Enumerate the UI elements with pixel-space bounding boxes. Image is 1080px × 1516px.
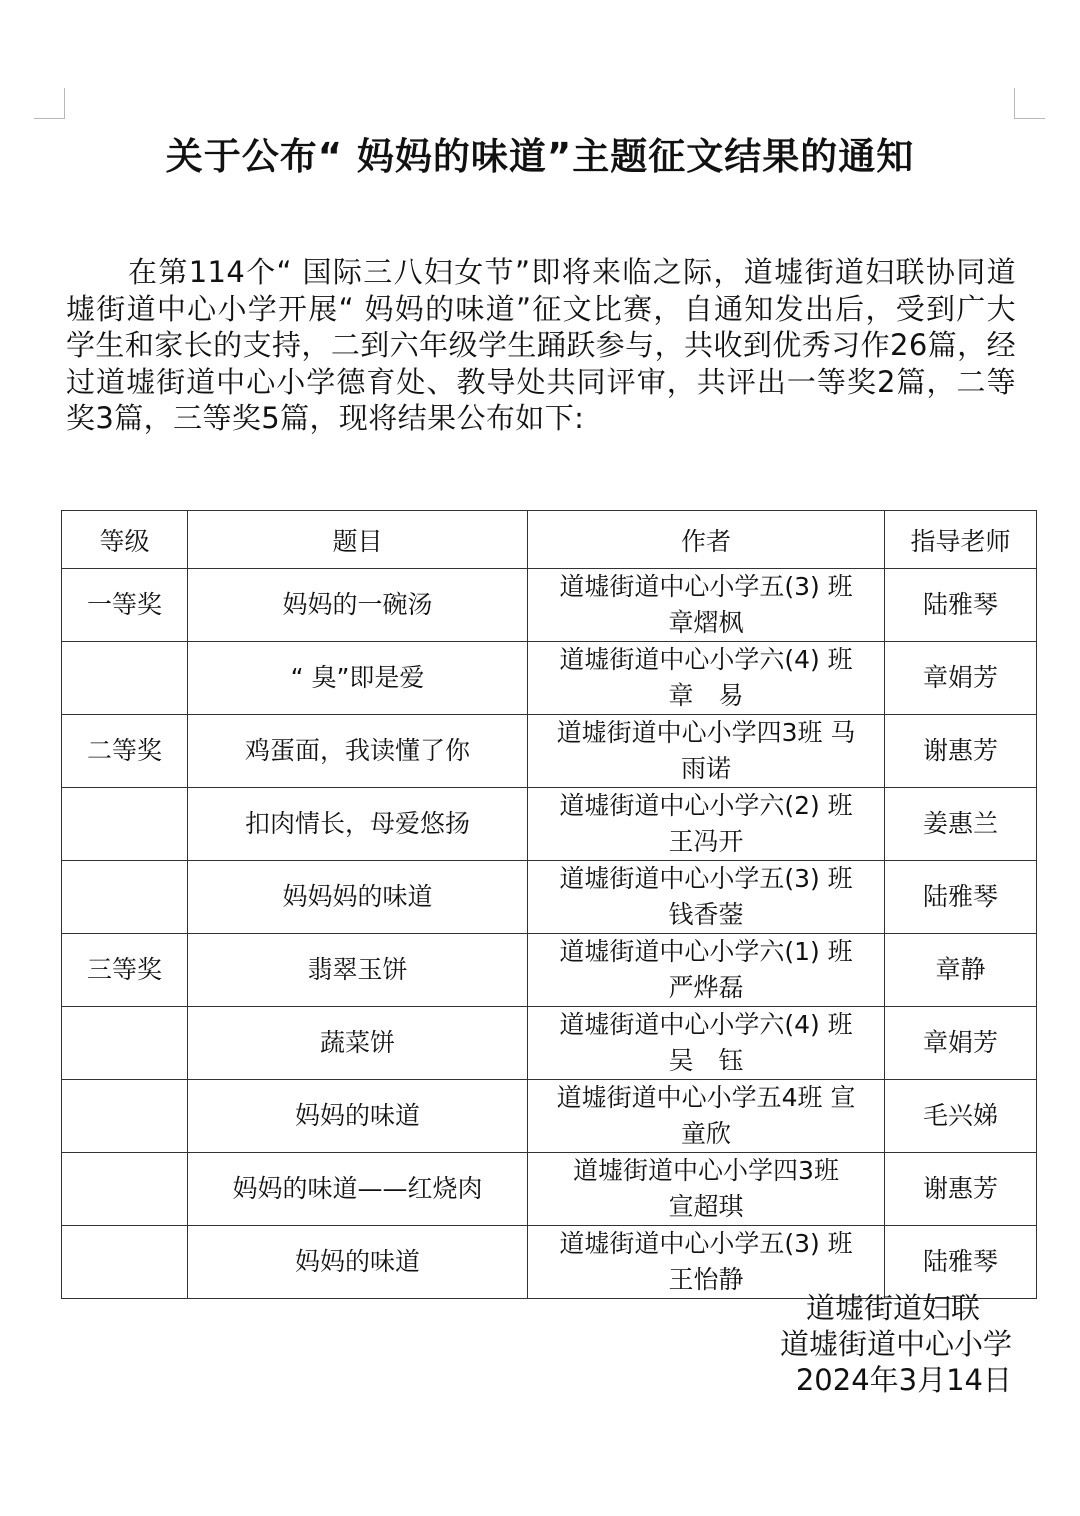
- award-level-cell: [62, 1007, 188, 1080]
- author-line-2: 钱香蓥: [668, 900, 744, 929]
- essay-title-cell: 扣肉情长，母爱悠扬: [188, 788, 528, 861]
- table-row: [62, 569, 1037, 642]
- essay-title-cell: 妈妈的味道——红烧肉: [188, 1153, 528, 1226]
- award-level-cell: 三等奖: [62, 934, 188, 1007]
- signature-date: 2024年3月14日: [795, 1363, 1012, 1397]
- notice-title: 关于公布“ 妈妈的味道”主题征文结果的通知: [165, 135, 915, 178]
- author-cell: [528, 934, 885, 1007]
- author-line-1: 道墟街道中心小学五(3) 班: [559, 1229, 853, 1258]
- award-level-cell: [62, 1080, 188, 1153]
- author-line-2: 章熠枫: [668, 608, 744, 637]
- author-line-2: 王怡静: [668, 1265, 744, 1294]
- author-line-2: 宣超琪: [668, 1192, 744, 1221]
- essay-title-cell: 妈妈的一碗汤: [188, 569, 528, 642]
- author-cell: [528, 788, 885, 861]
- award-level-cell: [62, 1226, 188, 1299]
- signature-block: [700, 1290, 1012, 1398]
- signature-org-school: 道墟街道中心小学: [779, 1327, 1012, 1361]
- table-row: [62, 642, 1037, 715]
- author-cell: [528, 1080, 885, 1153]
- award-level-cell: 一等奖: [62, 569, 188, 642]
- author-cell: [528, 861, 885, 934]
- teacher-cell: 章静: [885, 934, 1037, 1007]
- essay-title-cell: 妈妈妈的味道: [188, 861, 528, 934]
- header-author: 作者: [528, 511, 885, 569]
- header-level: 等级: [62, 511, 188, 569]
- award-level-cell: [62, 788, 188, 861]
- table-row: [62, 934, 1037, 1007]
- author-line-1: 道墟街道中心小学六(4) 班: [559, 645, 853, 674]
- author-line-2: 章 易: [668, 681, 744, 710]
- essay-title-cell: 翡翠玉饼: [188, 934, 528, 1007]
- table-header-row: [62, 511, 1037, 569]
- author-line-2: 王冯开: [668, 827, 744, 856]
- author-line-1: 道墟街道中心小学四3班: [573, 1156, 839, 1185]
- award-level-cell: [62, 1153, 188, 1226]
- teacher-cell: 章娟芳: [885, 642, 1037, 715]
- essay-title-cell: 蔬菜饼: [188, 1007, 528, 1080]
- author-line-1: 道墟街道中心小学五(3) 班: [559, 572, 853, 601]
- author-line-2: 雨诺: [680, 754, 731, 783]
- teacher-cell: 谢惠芳: [885, 1153, 1037, 1226]
- table-row: [62, 788, 1037, 861]
- teacher-cell: 姜惠兰: [885, 788, 1037, 861]
- table-row: [62, 1153, 1037, 1226]
- page-corner-mark-top-left: [34, 88, 65, 119]
- essay-title-cell: “ 臭”即是爱: [188, 642, 528, 715]
- teacher-cell: 陆雅琴: [885, 569, 1037, 642]
- award-level-cell: [62, 861, 188, 934]
- table-row: [62, 715, 1037, 788]
- table-row: [62, 1226, 1037, 1299]
- author-cell: [528, 1226, 885, 1299]
- author-line-2: 严烨磊: [668, 973, 744, 1002]
- author-line-1: 道墟街道中心小学六(1) 班: [559, 937, 853, 966]
- teacher-cell: 毛兴娣: [885, 1080, 1037, 1153]
- author-line-2: 吴 钰: [668, 1046, 744, 1075]
- author-cell: [528, 715, 885, 788]
- author-cell: [528, 569, 885, 642]
- notice-paragraph: 在第114个“ 国际三八妇女节”即将来临之际，道墟街道妇联协同道墟街道中心小学开展“ 妈妈的味道”征文比赛，自通知发出后，受到广大学生和家长的支持，二到六年级学生踊跃参与，共收到优秀习作26篇，经过道墟街道中心小学德育处、教导处共同评审，共评出一等奖2篇，二等奖3篇，三等奖5篇，现将结果公布如下:: [66, 255, 1016, 435]
- author-cell: [528, 1007, 885, 1080]
- award-level-cell: [62, 642, 188, 715]
- award-level-cell: 二等奖: [62, 715, 188, 788]
- essay-title-cell: 鸡蛋面，我读懂了你: [188, 715, 528, 788]
- teacher-cell: 谢惠芳: [885, 715, 1037, 788]
- author-cell: [528, 642, 885, 715]
- author-line-2: 童欣: [680, 1119, 731, 1148]
- header-teacher: 指导老师: [885, 511, 1037, 569]
- essay-title-cell: 妈妈的味道: [188, 1226, 528, 1299]
- table-row: [62, 1080, 1037, 1153]
- table-row: [62, 861, 1037, 934]
- author-line-1: 道墟街道中心小学六(2) 班: [559, 791, 853, 820]
- teacher-cell: 陆雅琴: [885, 861, 1037, 934]
- signature-org-womens-federation: 道墟街道妇联: [805, 1291, 980, 1325]
- author-line-1: 道墟街道中心小学五(3) 班: [559, 864, 853, 893]
- teacher-cell: 陆雅琴: [885, 1226, 1037, 1299]
- teacher-cell: 章娟芳: [885, 1007, 1037, 1080]
- table-row: [62, 1007, 1037, 1080]
- author-cell: [528, 1153, 885, 1226]
- header-title: 题目: [188, 511, 528, 569]
- author-line-1: 道墟街道中心小学六(4) 班: [559, 1010, 853, 1039]
- page-corner-mark-top-right: [1014, 88, 1045, 119]
- author-line-1: 道墟街道中心小学四3班 马: [556, 718, 856, 747]
- essay-title-cell: 妈妈的味道: [188, 1080, 528, 1153]
- awards-table: [61, 510, 1037, 1299]
- author-line-1: 道墟街道中心小学五4班 宣: [556, 1083, 856, 1112]
